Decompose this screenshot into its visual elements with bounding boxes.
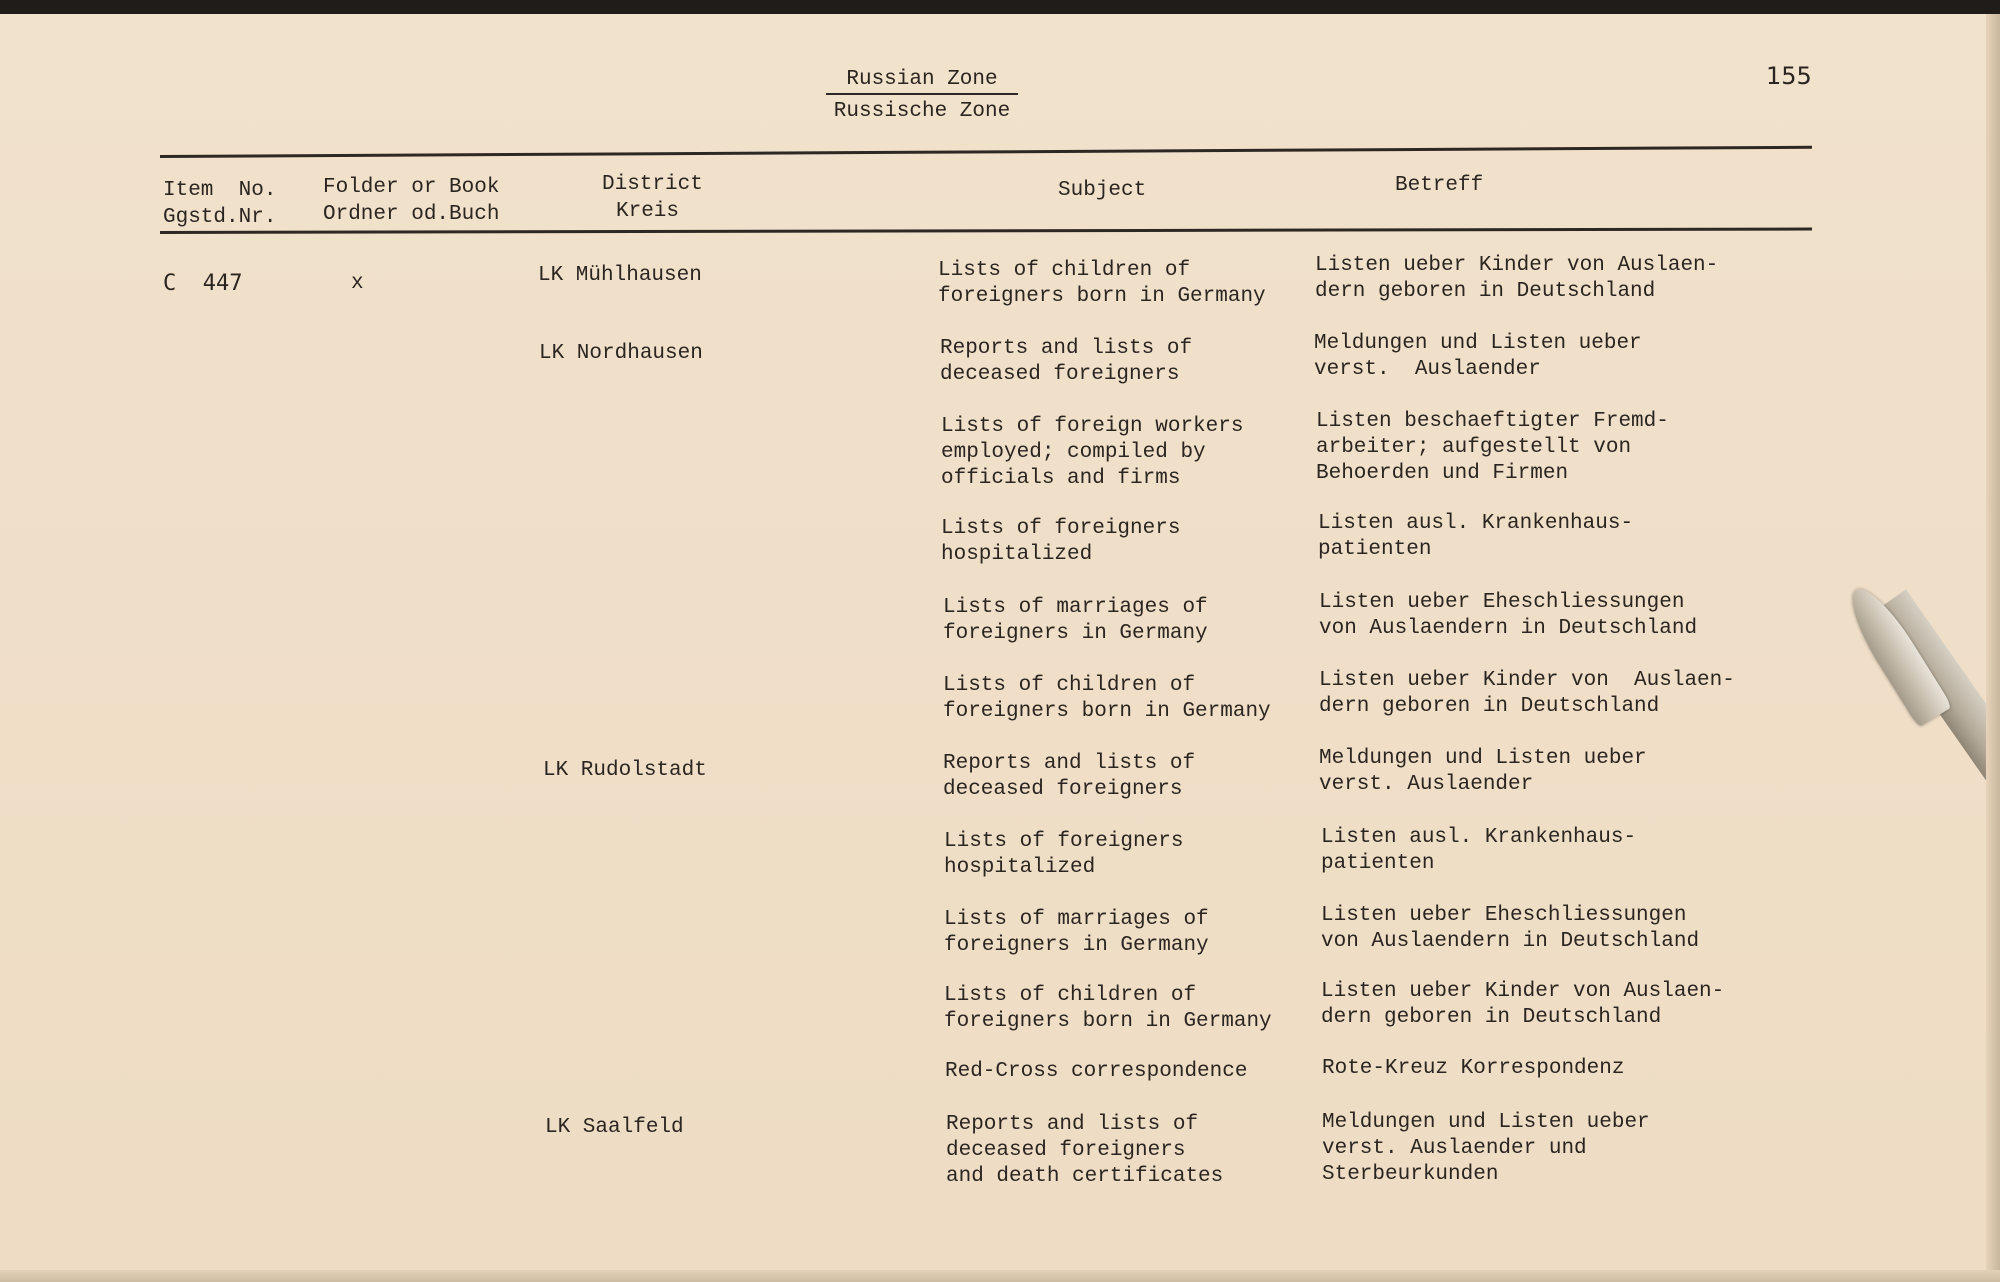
header-item-en: Item No. bbox=[163, 179, 277, 202]
subject-entry: Lists of children of foreigners born in Germany bbox=[938, 259, 1266, 308]
subject-entry: Lists of marriages of foreigners in Germany bbox=[943, 596, 1208, 645]
subject-entry: Reports and lists of deceased foreigners bbox=[940, 337, 1193, 386]
subject-entry: Lists of marriages of foreigners in Germany bbox=[944, 908, 1209, 957]
betreff-entry: Meldungen und Listen ueber verst. Auslaender bbox=[1314, 332, 1642, 381]
subject-entry: Lists of foreigners hospitalized bbox=[944, 830, 1184, 879]
header-district-de: Kreis bbox=[616, 200, 680, 223]
header-betreff: Betreff bbox=[1395, 174, 1484, 197]
header-folder-en: Folder or Book bbox=[323, 176, 500, 199]
betreff-entry: Meldungen und Listen ueber verst. Auslaender und Sterbeurkunden bbox=[1322, 1111, 1650, 1186]
district-label: LK Rudolstadt bbox=[543, 759, 707, 782]
header-bottom-rule bbox=[160, 228, 1812, 234]
district-label: LK Mühlhausen bbox=[538, 264, 702, 287]
district-label: LK Saalfeld bbox=[545, 1116, 684, 1139]
subject-entry: Reports and lists of deceased foreigners and death certificates bbox=[946, 1113, 1224, 1188]
subject-entry: Lists of children of foreigners born in Germany bbox=[943, 674, 1271, 723]
betreff-entry: Listen ueber Kinder von Auslaen- dern geboren in Deutschland bbox=[1319, 669, 1735, 718]
page-right-edge bbox=[1986, 14, 2000, 1282]
subject-entry: Red-Cross correspondence bbox=[945, 1060, 1248, 1083]
betreff-entry: Listen ueber Kinder von Auslaen- dern geboren in Deutschland bbox=[1321, 980, 1725, 1029]
document-page bbox=[0, 14, 2000, 1282]
page-bottom-edge bbox=[0, 1270, 2000, 1282]
subject-entry: Lists of foreigners hospitalized bbox=[941, 517, 1181, 566]
betreff-entry: Listen ueber Kinder von Auslaen- dern geboren in Deutschland bbox=[1315, 254, 1719, 303]
header-top-rule bbox=[160, 146, 1812, 158]
page-number: 155 bbox=[1766, 62, 1812, 90]
betreff-entry: Listen ueber Eheschliessungen von Auslaendern in Deutschland bbox=[1321, 904, 1700, 953]
page-subtitle: Russische Zone bbox=[833, 100, 1011, 123]
betreff-entry: Listen beschaeftigter Fremd- arbeiter; aufgestellt von Behoerden und Firmen bbox=[1316, 410, 1669, 485]
header-district-en: District bbox=[602, 173, 703, 196]
betreff-entry: Listen ausl. Krankenhaus- patienten bbox=[1318, 512, 1634, 561]
subject-entry: Lists of foreign workers employed; compiled by officials and firms bbox=[941, 415, 1244, 490]
header-subject: Subject bbox=[1058, 179, 1147, 202]
header-item-de: Ggstd.Nr. bbox=[163, 206, 277, 229]
item-number: C 447 bbox=[163, 271, 243, 296]
betreff-entry: Listen ueber Eheschliessungen von Auslaendern in Deutschland bbox=[1319, 591, 1698, 640]
betreff-entry: Meldungen und Listen ueber verst. Auslaender bbox=[1319, 747, 1647, 796]
header-folder-de: Ordner od.Buch bbox=[323, 203, 500, 226]
page-title: Russian Zone bbox=[826, 68, 1018, 95]
folder-mark: x bbox=[351, 272, 364, 295]
subject-entry: Reports and lists of deceased foreigners bbox=[943, 752, 1196, 801]
subject-entry: Lists of children of foreigners born in Germany bbox=[944, 984, 1272, 1033]
betreff-entry: Listen ausl. Krankenhaus- patienten bbox=[1321, 826, 1637, 875]
district-label: LK Nordhausen bbox=[539, 342, 703, 365]
betreff-entry: Rote-Kreuz Korrespondenz bbox=[1322, 1057, 1625, 1080]
